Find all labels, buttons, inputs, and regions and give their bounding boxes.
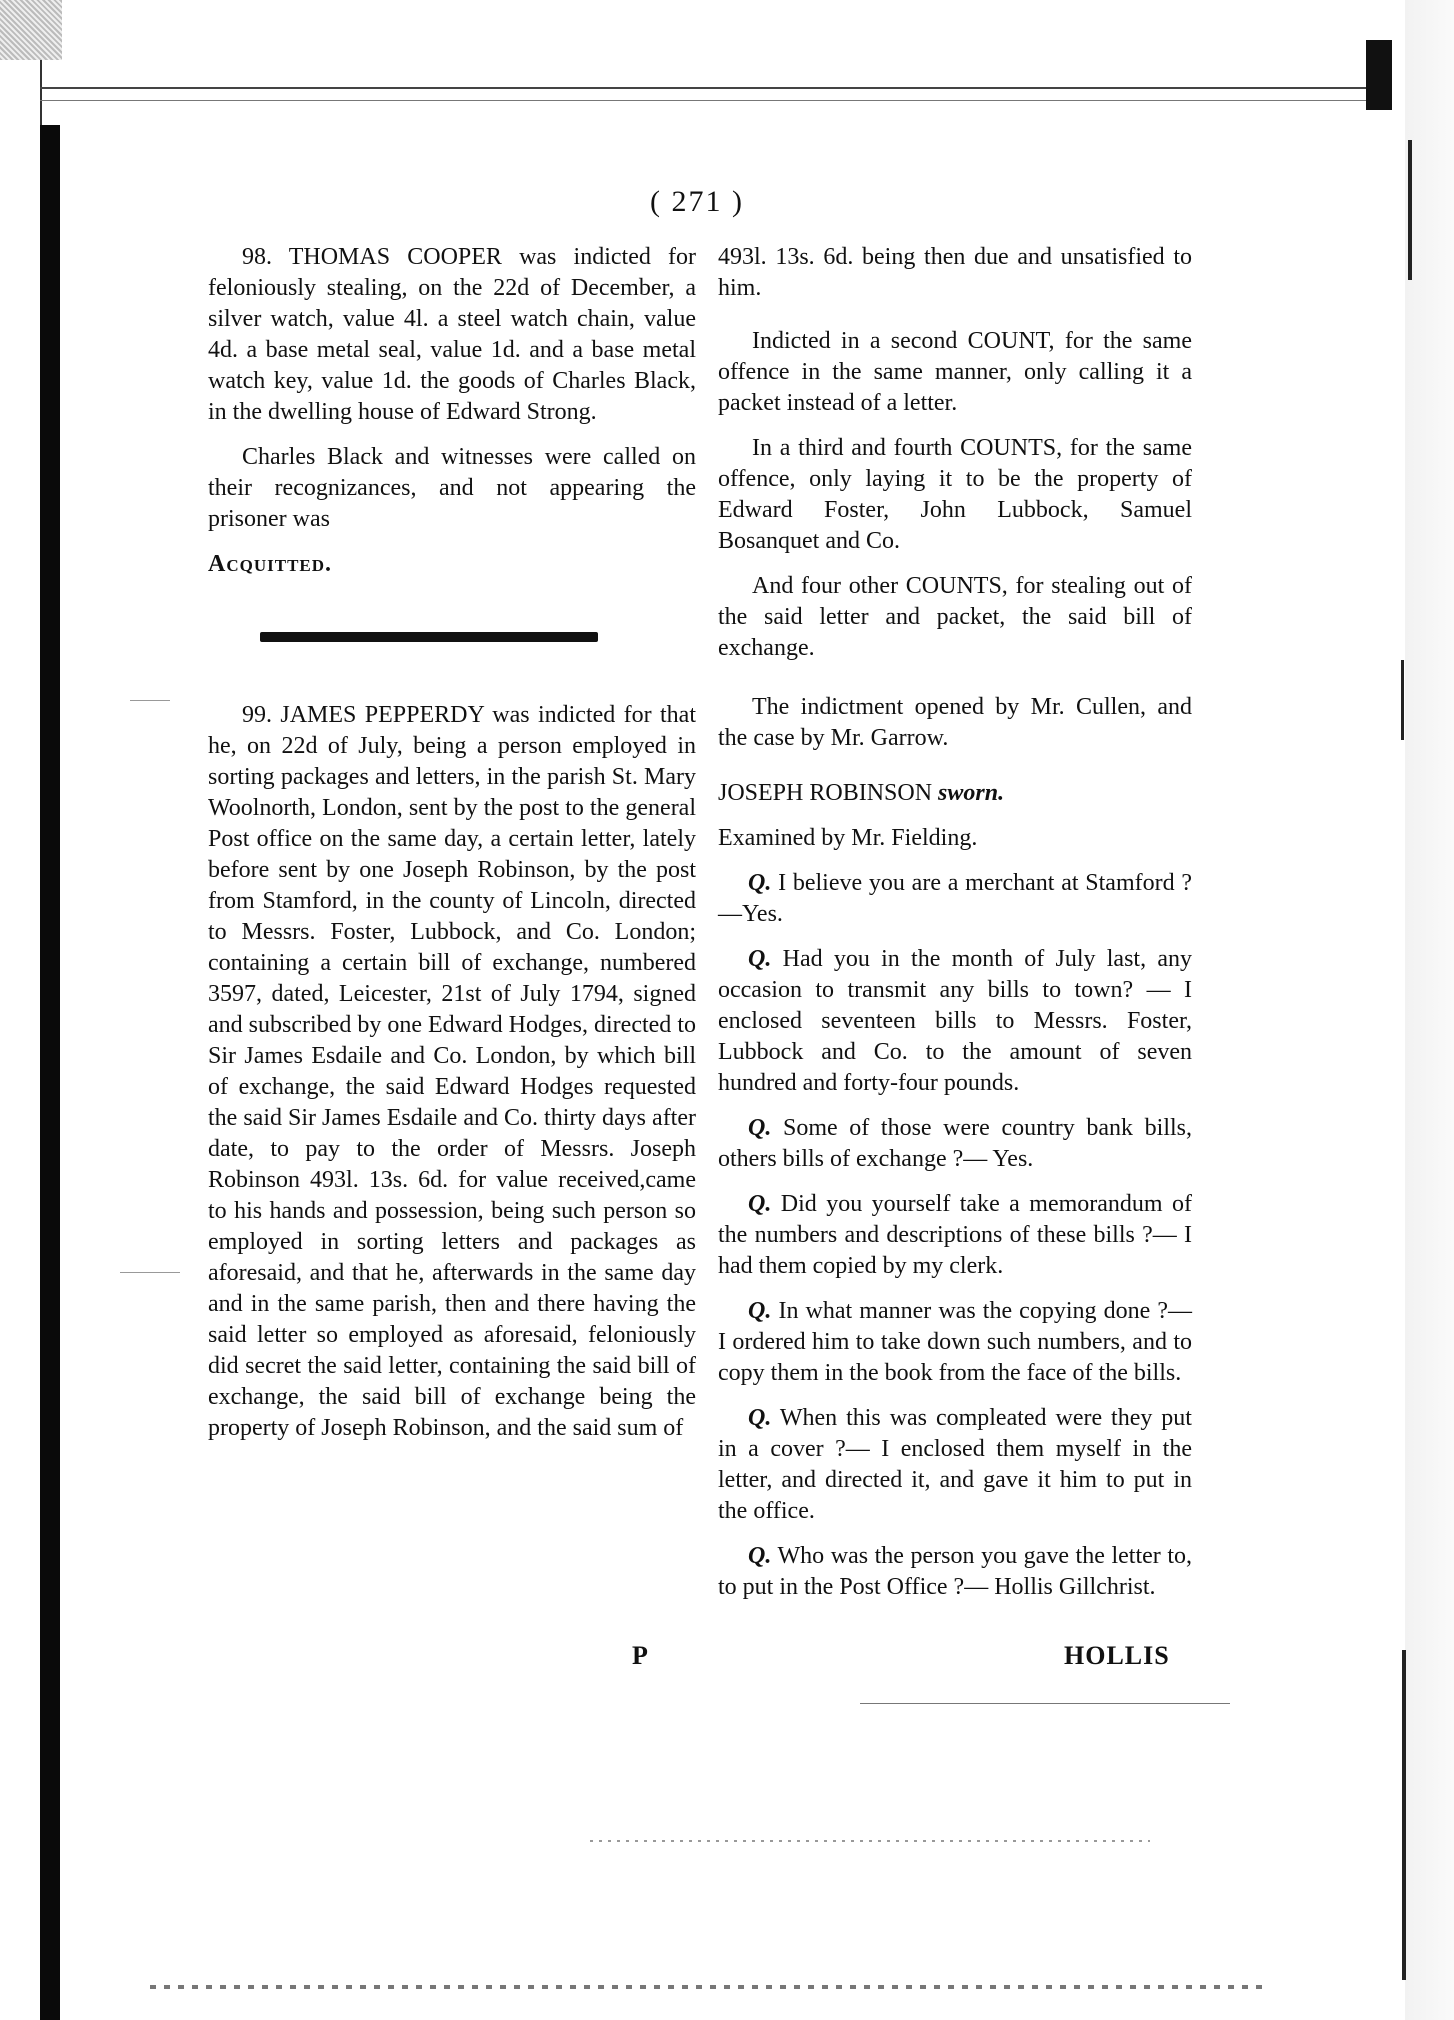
bottom-rule (860, 1703, 1230, 1704)
question-mark: Q. (748, 1298, 772, 1324)
top-rule (40, 87, 1410, 89)
question-text: Had you in the month of July last, any occasion to transmit any bills to town? — I enclosed seventeen bills to Messrs. Foster, Lubbock and Co. to the amount of seven hundred and forty-four pounds. (718, 946, 1192, 1096)
question-text: When this was compleated were they put in a cover ?— I enclosed them myself in the letter, and directed it, and gave it him to put in the office. (718, 1405, 1192, 1524)
margin-dash (120, 1272, 180, 1273)
top-rule-secondary (40, 100, 1410, 101)
witness-sworn: sworn. (938, 780, 1005, 806)
count-3: In a third and fourth COUNTS, for the same offence, only laying it to be the property of Edward Foster, John Lubbock, Samuel Bosanquet and Co. (718, 435, 1192, 554)
question-text: I believe you are a merchant at Stamford ?—Yes. (718, 870, 1193, 927)
scan-artifact-corner-mark (1366, 40, 1392, 110)
question-mark: Q. (748, 1543, 772, 1569)
scan-artifact-mark (1401, 660, 1404, 740)
witness-heading (718, 778, 1192, 809)
question-mark: Q. (748, 1115, 772, 1141)
scan-artifact-line (40, 60, 42, 130)
question (718, 868, 1192, 930)
scan-artifact-right-edge (1384, 0, 1454, 2020)
question-text: Did you yourself take a memorandum of the numbers and descriptions of these bills ?— I had them copied by my clerk. (718, 1191, 1193, 1279)
question-mark: Q. (748, 1405, 772, 1431)
case-98-paragraph-2: Charles Black and witnesses were called on their recognizances, and not appearing the prisoner was (208, 444, 696, 532)
question-mark: Q. (748, 1191, 772, 1217)
case-98-paragraph: 98. THOMAS COOPER was indicted for feloniously stealing, on the 22d of December, a silver watch, value 4l. a steel watch chain, value 4d. a base metal seal, value 1d. and a base metal watch key, value 1d. the goods of Charles Black, in the dwelling house of Edward Strong. (208, 244, 696, 425)
count-2: Indicted in a second COUNT, for the same offence in the same manner, only calling it a packet instead of a letter. (718, 328, 1192, 416)
indictment-opened: The indictment opened by Mr. Cullen, and the case by Mr. Garrow. (718, 694, 1192, 751)
scan-artifact-mark (1402, 1650, 1406, 1980)
right-column (718, 242, 1192, 1617)
scan-artifact-bottom-noise (150, 1985, 1270, 1989)
question-text: In what manner was the copying done ?— I ordered him to take down such numbers, and to copy them in the book from the face of the bills. (718, 1298, 1193, 1386)
book-spine-shadow (40, 125, 60, 2020)
question (718, 1403, 1192, 1527)
witness-name: JOSEPH ROBINSON (718, 780, 933, 806)
verdict: Acquitted. (208, 551, 333, 577)
question (718, 1189, 1192, 1282)
indictment-continuation: 493l. 13s. 6d. being then due and unsatisfied to him. (718, 244, 1192, 301)
question (718, 1541, 1192, 1603)
scan-artifact-dotted-line (590, 1840, 1150, 1842)
catchword: HOLLIS (1064, 1641, 1170, 1670)
signature-mark: P (632, 1641, 648, 1670)
question-mark: Q. (748, 946, 772, 972)
scan-artifact-corner (0, 0, 62, 60)
count-4: And four other COUNTS, for stealing out of the said letter and packet, the said bill of exchange. (718, 573, 1192, 661)
question (718, 944, 1192, 1099)
margin-dash (130, 700, 170, 701)
question-mark: Q. (748, 870, 772, 896)
section-divider (260, 632, 598, 642)
page-number: ( 271 ) (650, 185, 744, 218)
scan-artifact-mark (1408, 140, 1412, 280)
question-text: Some of those were country bank bills, others bills of exchange ?— Yes. (718, 1115, 1193, 1172)
examined-by: Examined by Mr. Fielding. (718, 825, 978, 851)
question-text: Who was the person you gave the letter to, to put in the Post Office ?— Hollis Gillchrist. (718, 1543, 1192, 1600)
left-column (208, 242, 696, 1458)
question (718, 1113, 1192, 1175)
question (718, 1296, 1192, 1389)
case-99-indictment: 99. JAMES PEPPERDY was indicted for that he, on 22d of July, being a person employed in sorting packages and letters, in the parish St. Mary Woolnorth, London, sent by the post to the general Post office on the same day, a certain letter, lately before sent by one Joseph Robinson, by the post from Stamford, in the county of Lincoln, directed to Messrs. Foster, Lubbock, and Co. London; containing a certain bill of exchange, numbered 3597, dated, Leicester, 21st of July 1794, signed and subscribed by one Edward Hodges, directed to Sir James Esdaile and Co. London, by which bill of exchange, the said Edward Hodges requested the said Sir James Esdaile and Co. thirty days after date, to pay to the order of Messrs. Joseph Robinson 493l. 13s. 6d. for value received,came to his hands and possession, being such person so employed in sorting letters and packages as aforesaid, and that he, afterwards in the same day and in the same parish, then and there having the said letter so employed as aforesaid, feloniously did secret the said letter, containing the said bill of exchange, the said bill of exchange being the property of Joseph Robinson, and the said sum of (208, 702, 696, 1441)
